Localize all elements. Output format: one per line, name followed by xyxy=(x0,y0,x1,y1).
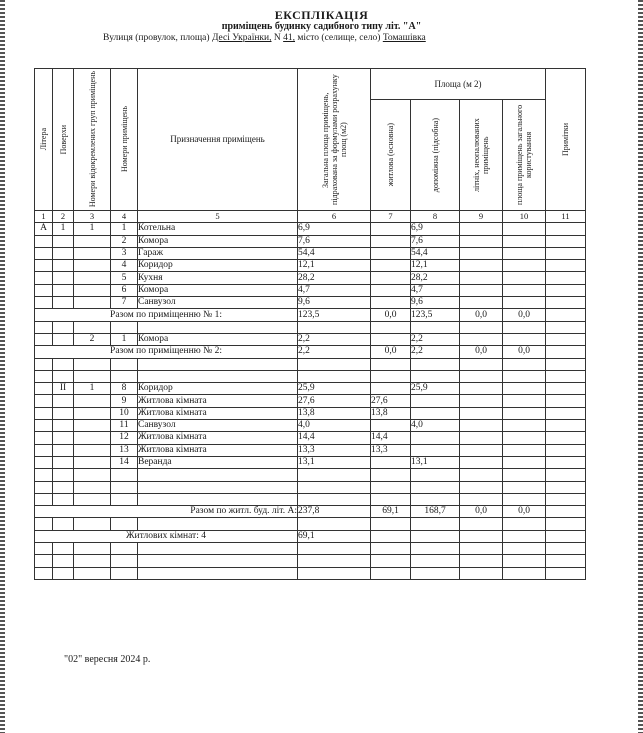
table-row xyxy=(35,284,586,296)
cell-notes xyxy=(546,260,586,272)
blank-row xyxy=(35,469,586,481)
table-row xyxy=(35,272,586,284)
cell-living-area: 13,8 xyxy=(371,407,411,419)
col-num: 4 xyxy=(111,211,138,223)
cell-aux-area xyxy=(411,395,460,407)
cell-living-area xyxy=(371,420,411,432)
cell-letter xyxy=(35,383,53,395)
cell-group xyxy=(74,260,111,272)
col-num: 6 xyxy=(298,211,371,223)
table-row xyxy=(35,333,586,345)
cell-room-name: Котельна xyxy=(138,223,298,235)
cell-total-area: 13,3 xyxy=(298,444,371,456)
cell-total-area: 9,6 xyxy=(298,297,371,309)
cell-summer-area xyxy=(460,395,503,407)
cell-living-area xyxy=(371,260,411,272)
cell-floor xyxy=(53,395,74,407)
cell-summer-area xyxy=(460,407,503,419)
cell-room-name: Коридор xyxy=(138,260,298,272)
cell-living-area xyxy=(371,284,411,296)
table-row xyxy=(35,297,586,309)
address-number-label: N xyxy=(273,33,281,43)
cell-total-area: 4,7 xyxy=(298,284,371,296)
cell-floor xyxy=(53,444,74,456)
document-subtitle: приміщень будинку садибного типу літ. "А" xyxy=(221,21,422,32)
cell-total-area: 13,1 xyxy=(298,456,371,468)
cell-summer-area xyxy=(460,235,503,247)
cell-room-number: 7 xyxy=(111,297,138,309)
cell-total-area: 27,6 xyxy=(298,395,371,407)
cell-group xyxy=(74,272,111,284)
cell-total-area: 13,8 xyxy=(298,407,371,419)
cell-floor xyxy=(53,333,74,345)
cell-common-area xyxy=(503,407,546,419)
cell-room-name: Житлова кімната xyxy=(138,395,298,407)
cell-floor xyxy=(53,272,74,284)
col-header-summer: літніх, неопалюваних приміщень xyxy=(460,100,503,211)
cell-floor xyxy=(53,432,74,444)
sum-total: 2,2 xyxy=(298,346,371,358)
cell-group xyxy=(74,456,111,468)
cell-letter xyxy=(35,284,53,296)
scan-edge-left xyxy=(0,0,5,733)
cell-summer-area xyxy=(460,223,503,235)
cell-room-number: 11 xyxy=(111,420,138,432)
cell-letter xyxy=(35,247,53,259)
cell-common-area xyxy=(503,456,546,468)
table-row xyxy=(35,247,586,259)
group1-rows xyxy=(35,223,586,309)
cell-living-area xyxy=(371,383,411,395)
col-header-letter: Літера xyxy=(35,69,53,211)
cell-summer-area xyxy=(460,297,503,309)
cell-letter xyxy=(35,333,53,345)
cell-notes xyxy=(546,432,586,444)
living-rooms-row xyxy=(35,530,586,542)
cell-room-name: Комора xyxy=(138,333,298,345)
group2-rows xyxy=(35,333,586,345)
cell-group xyxy=(74,235,111,247)
cell-group xyxy=(74,420,111,432)
cell-room-name: Коридор xyxy=(138,383,298,395)
cell-common-area xyxy=(503,235,546,247)
blank-row xyxy=(35,358,586,370)
cell-room-number: 13 xyxy=(111,444,138,456)
cell-letter xyxy=(35,444,53,456)
cell-floor: 1 xyxy=(53,223,74,235)
total-summer: 0,0 xyxy=(460,506,503,518)
cell-total-area: 2,2 xyxy=(298,333,371,345)
cell-summer-area xyxy=(460,272,503,284)
cell-floor xyxy=(53,247,74,259)
cell-notes xyxy=(546,407,586,419)
cell-notes xyxy=(546,456,586,468)
cell-notes xyxy=(546,272,586,284)
group1-sum-row xyxy=(35,309,586,321)
cell-summer-area xyxy=(460,432,503,444)
table-row xyxy=(35,407,586,419)
cell-total-area: 6,9 xyxy=(298,223,371,235)
col-header-notes: Примітки xyxy=(546,69,586,211)
cell-room-name: Житлова кімната xyxy=(138,444,298,456)
cell-room-name: Житлова кімната xyxy=(138,407,298,419)
cell-aux-area xyxy=(411,432,460,444)
cell-summer-area xyxy=(460,333,503,345)
cell-floor xyxy=(53,420,74,432)
cell-floor: II xyxy=(53,383,74,395)
cell-summer-area xyxy=(460,444,503,456)
cell-total-area: 54,4 xyxy=(298,247,371,259)
col-num: 3 xyxy=(74,211,111,223)
cell-total-area: 12,1 xyxy=(298,260,371,272)
sum-summer: 0,0 xyxy=(460,309,503,321)
cell-group: 1 xyxy=(74,223,111,235)
cell-notes xyxy=(546,297,586,309)
cell-common-area xyxy=(503,297,546,309)
cell-living-area xyxy=(371,297,411,309)
col-num: 2 xyxy=(53,211,74,223)
cell-common-area xyxy=(503,383,546,395)
sum-common: 0,0 xyxy=(503,346,546,358)
cell-aux-area: 7,6 xyxy=(411,235,460,247)
cell-living-area xyxy=(371,456,411,468)
cell-floor xyxy=(53,297,74,309)
col-header-room-numbers: Номери приміщень xyxy=(111,69,138,211)
cell-common-area xyxy=(503,272,546,284)
cell-notes xyxy=(546,284,586,296)
cell-room-number: 1 xyxy=(111,223,138,235)
sum-aux: 123,5 xyxy=(411,309,460,321)
cell-notes xyxy=(546,420,586,432)
cell-letter xyxy=(35,395,53,407)
cell-aux-area: 2,2 xyxy=(411,333,460,345)
address-city: Томашівка xyxy=(382,33,426,43)
col-num: 11 xyxy=(546,211,586,223)
column-numbers-row xyxy=(35,211,586,223)
cell-group xyxy=(74,444,111,456)
cell-summer-area xyxy=(460,284,503,296)
blank-row xyxy=(35,481,586,493)
col-num: 9 xyxy=(460,211,503,223)
blank-row xyxy=(35,518,586,530)
document-date: "02" вересня 2024 р. xyxy=(64,654,151,665)
cell-aux-area: 4,7 xyxy=(411,284,460,296)
sum-living: 0,0 xyxy=(371,309,411,321)
cell-room-number: 6 xyxy=(111,284,138,296)
cell-total-area: 7,6 xyxy=(298,235,371,247)
cell-room-number: 4 xyxy=(111,260,138,272)
total-total: 237,8 xyxy=(298,506,371,518)
total-living: 69,1 xyxy=(371,506,411,518)
cell-aux-area xyxy=(411,407,460,419)
cell-letter xyxy=(35,235,53,247)
cell-summer-area xyxy=(460,420,503,432)
table-row xyxy=(35,432,586,444)
sum-label: Разом по приміщенню № 2: xyxy=(35,346,298,358)
cell-group xyxy=(74,395,111,407)
cell-room-number: 1 xyxy=(111,333,138,345)
cell-living-area xyxy=(371,223,411,235)
col-header-total-area: Загальна площа приміщень, підрахована за формулами розрахунку площ (м2) xyxy=(298,69,371,211)
cell-aux-area: 25,9 xyxy=(411,383,460,395)
cell-room-number: 8 xyxy=(111,383,138,395)
col-header-auxiliary: допоміжна (підсобна) xyxy=(411,100,460,211)
cell-common-area xyxy=(503,284,546,296)
col-num: 8 xyxy=(411,211,460,223)
cell-group xyxy=(74,247,111,259)
cell-letter xyxy=(35,297,53,309)
table-row xyxy=(35,395,586,407)
col-header-groups: Номери відокремлених груп приміщень xyxy=(74,69,111,211)
col-num: 10 xyxy=(503,211,546,223)
sum-common: 0,0 xyxy=(503,309,546,321)
cell-group xyxy=(74,407,111,419)
blank-row xyxy=(35,543,586,555)
cell-summer-area xyxy=(460,260,503,272)
document-page xyxy=(8,0,635,733)
table-row xyxy=(35,260,586,272)
cell-living-area: 27,6 xyxy=(371,395,411,407)
total-common: 0,0 xyxy=(503,506,546,518)
cell-notes xyxy=(546,444,586,456)
cell-aux-area: 4,0 xyxy=(411,420,460,432)
col-num: 1 xyxy=(35,211,53,223)
cell-group xyxy=(74,297,111,309)
address-prefix: Вулиця (провулок, площа) xyxy=(103,33,210,43)
cell-aux-area: 28,2 xyxy=(411,272,460,284)
cell-letter xyxy=(35,272,53,284)
address-line xyxy=(103,33,426,43)
cell-letter xyxy=(35,420,53,432)
group3-rows xyxy=(35,383,586,469)
cell-aux-area: 13,1 xyxy=(411,456,460,468)
cell-total-area: 4,0 xyxy=(298,420,371,432)
cell-floor xyxy=(53,456,74,468)
cell-room-number: 14 xyxy=(111,456,138,468)
cell-group xyxy=(74,432,111,444)
address-street: Десі Українки, xyxy=(211,33,272,43)
cell-letter xyxy=(35,456,53,468)
cell-group: 2 xyxy=(74,333,111,345)
sum-aux: 2,2 xyxy=(411,346,460,358)
explication-table xyxy=(34,68,586,580)
total-aux: 168,7 xyxy=(411,506,460,518)
cell-room-number: 2 xyxy=(111,235,138,247)
address-number: 41, xyxy=(283,33,296,43)
cell-room-number: 9 xyxy=(111,395,138,407)
cell-room-number: 5 xyxy=(111,272,138,284)
col-header-area-group: Площа (м 2) xyxy=(371,69,546,100)
blank-row xyxy=(35,321,586,333)
table-row xyxy=(35,223,586,235)
cell-group: 1 xyxy=(74,383,111,395)
cell-letter xyxy=(35,260,53,272)
table-row xyxy=(35,420,586,432)
cell-group xyxy=(74,284,111,296)
cell-floor xyxy=(53,284,74,296)
col-num: 5 xyxy=(138,211,298,223)
col-header-living: житлова (основна) xyxy=(371,100,411,211)
cell-room-number: 10 xyxy=(111,407,138,419)
blank-row xyxy=(35,567,586,579)
cell-room-name: Комора xyxy=(138,284,298,296)
cell-summer-area xyxy=(460,247,503,259)
cell-aux-area: 54,4 xyxy=(411,247,460,259)
cell-room-name: Комора xyxy=(138,235,298,247)
cell-common-area xyxy=(503,432,546,444)
cell-aux-area xyxy=(411,444,460,456)
cell-total-area: 28,2 xyxy=(298,272,371,284)
cell-letter xyxy=(35,432,53,444)
cell-room-number: 3 xyxy=(111,247,138,259)
cell-notes xyxy=(546,223,586,235)
cell-letter xyxy=(35,407,53,419)
cell-room-name: Веранда xyxy=(138,456,298,468)
sum-total: 123,5 xyxy=(298,309,371,321)
cell-living-area xyxy=(371,247,411,259)
cell-living-area xyxy=(371,272,411,284)
living-rooms-label: Житлових кімнат: 4 xyxy=(35,530,298,542)
table-row xyxy=(35,235,586,247)
cell-notes xyxy=(546,247,586,259)
cell-total-area: 25,9 xyxy=(298,383,371,395)
cell-living-area: 14,4 xyxy=(371,432,411,444)
blank-row xyxy=(35,555,586,567)
cell-common-area xyxy=(503,247,546,259)
cell-letter: А xyxy=(35,223,53,235)
sum-summer: 0,0 xyxy=(460,346,503,358)
table-row xyxy=(35,444,586,456)
blank-row xyxy=(35,370,586,382)
table-row xyxy=(35,383,586,395)
cell-aux-area: 6,9 xyxy=(411,223,460,235)
cell-notes xyxy=(546,235,586,247)
blank-row xyxy=(35,493,586,505)
cell-floor xyxy=(53,260,74,272)
cell-living-area xyxy=(371,235,411,247)
total-row xyxy=(35,506,586,518)
scan-edge-right xyxy=(638,0,643,733)
cell-common-area xyxy=(503,444,546,456)
cell-common-area xyxy=(503,333,546,345)
cell-room-name: Житлова кімната xyxy=(138,432,298,444)
cell-room-name: Санвузол xyxy=(138,420,298,432)
group2-sum-row xyxy=(35,346,586,358)
cell-common-area xyxy=(503,395,546,407)
cell-notes xyxy=(546,333,586,345)
col-header-common: площа приміщень загального користування xyxy=(503,100,546,211)
total-label: Разом по житл. буд. літ. А: xyxy=(35,506,298,518)
cell-floor xyxy=(53,235,74,247)
cell-total-area: 14,4 xyxy=(298,432,371,444)
cell-living-area: 13,3 xyxy=(371,444,411,456)
cell-summer-area xyxy=(460,456,503,468)
col-header-floors: Поверхи xyxy=(53,69,74,211)
document-title: ЕКСПЛІКАЦІЯ xyxy=(274,8,369,22)
cell-living-area xyxy=(371,333,411,345)
header-row-1 xyxy=(35,69,586,100)
table-row xyxy=(35,456,586,468)
cell-aux-area: 9,6 xyxy=(411,297,460,309)
cell-summer-area xyxy=(460,383,503,395)
sum-living: 0,0 xyxy=(371,346,411,358)
cell-common-area xyxy=(503,223,546,235)
cell-aux-area: 12,1 xyxy=(411,260,460,272)
address-city-label: місто (селище, село) xyxy=(297,33,381,43)
col-header-purpose: Призначення приміщень xyxy=(138,69,298,211)
cell-room-number: 12 xyxy=(111,432,138,444)
cell-notes xyxy=(546,383,586,395)
col-num: 7 xyxy=(371,211,411,223)
sum-label: Разом по приміщенню № 1: xyxy=(35,309,298,321)
cell-floor xyxy=(53,407,74,419)
living-rooms-value: 69,1 xyxy=(298,530,371,542)
cell-common-area xyxy=(503,420,546,432)
cell-notes xyxy=(546,395,586,407)
cell-room-name: Санвузол xyxy=(138,297,298,309)
cell-room-name: Кухня xyxy=(138,272,298,284)
cell-room-name: Гараж xyxy=(138,247,298,259)
cell-common-area xyxy=(503,260,546,272)
